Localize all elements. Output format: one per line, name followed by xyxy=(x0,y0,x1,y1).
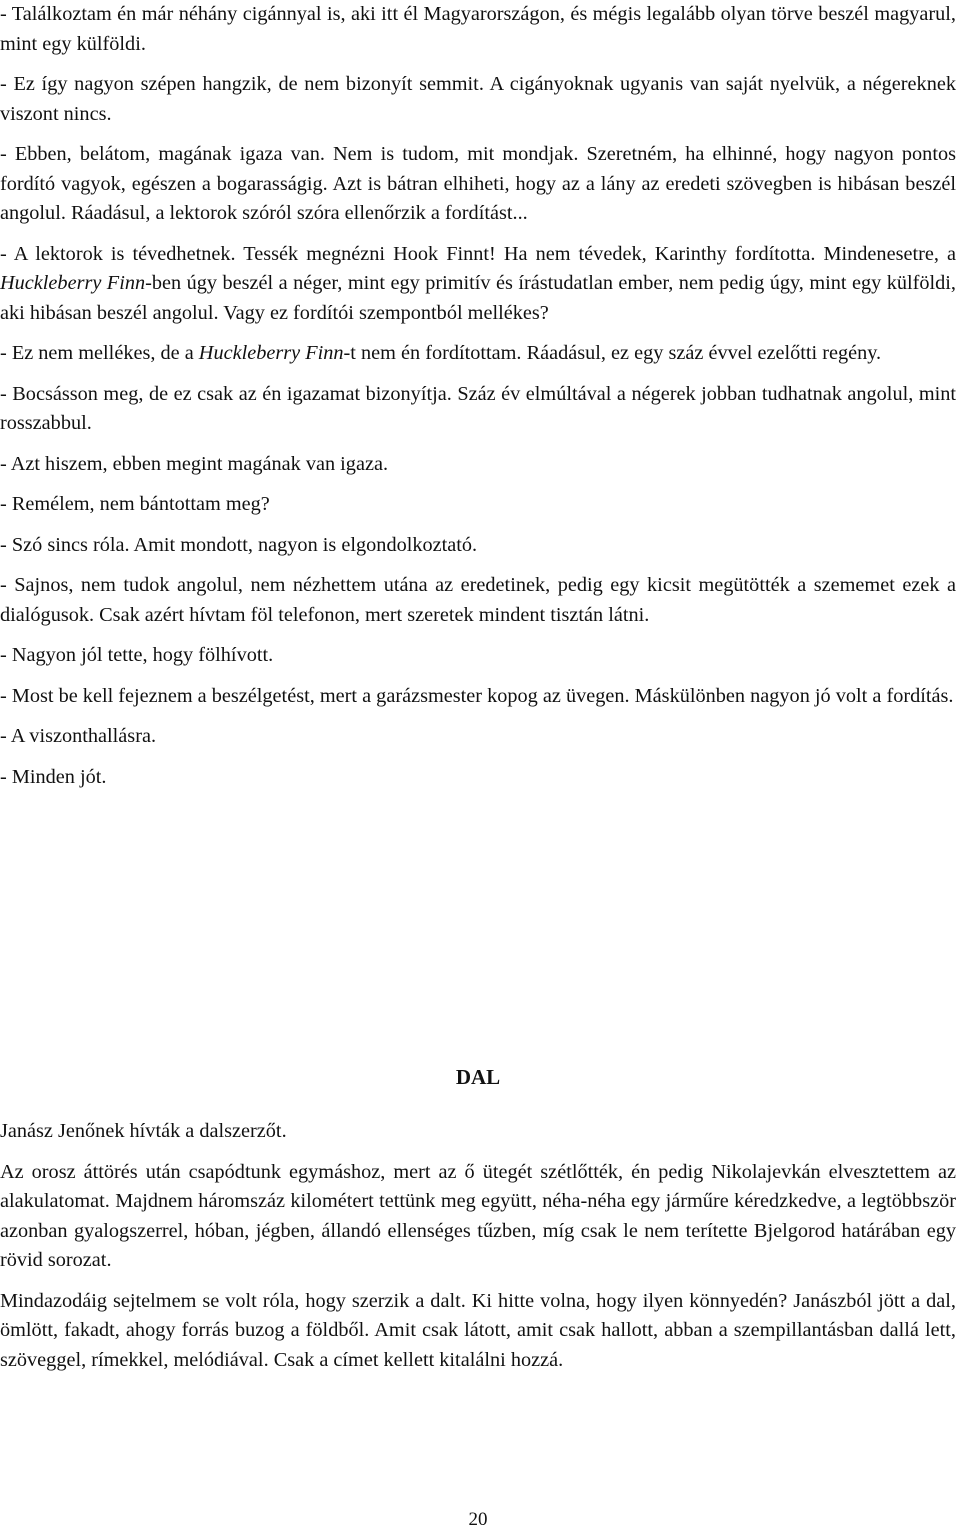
dialogue-paragraph: - Nagyon jól tette, hogy fölhívott. xyxy=(0,644,274,666)
text-run: -t nem én fordítottam. Ráadásul, ez egy száz évvel ezelőtti regény. xyxy=(343,342,882,364)
page-number: 20 xyxy=(468,1509,488,1530)
dialogue-paragraph: - Minden jót. xyxy=(0,765,107,788)
dialogue-paragraph: - Remélem, nem bántottam meg? xyxy=(0,493,270,515)
section-body xyxy=(0,1117,956,1386)
section-paragraph: Janász Jenőnek hívták a dalszerzőt. xyxy=(0,1120,287,1142)
dialogue-paragraph: - Találkoztam én már néhány cigánnyal is, aki itt él Magyarországon, és mégis legalább olyan törve beszél magyarul, mint egy külföldi. xyxy=(0,3,956,55)
section-title: DAL xyxy=(455,1065,501,1089)
section-paragraph: Mindazodáig sejtelmem se volt róla, hogy szerzik a dalt. Ki hitte volna, hogy ilyen könnyedén? Janászból jött a dal, ömlött, fakadt, ahogy forrás buzog a földből. Amit csak látott, amit csak hallott, abban a szempillantásban dallá lett, szöveggel, rímekkel, melódiával. Csak a címet kellett kitalálni hozzá. xyxy=(0,1289,956,1371)
section-paragraph: Az orosz áttörés után csapódtunk egymáshoz, mert az ő ütegét szétlőtték, én pedig Nikolajevkán elvesztettem az alakulatomat. Majdnem háromszáz kilométert tettünk meg együtt, néha-néha egy járműre kéredzkedve, a legtöbbször azonban gyalogszerrel, hóban, jégben, állandó ellenséges tűzben, míg csak le nem terítette Bjelgorod határában egy rövid sorozat. xyxy=(0,1160,956,1271)
text-run: - Ez nem mellékes, de a xyxy=(0,342,199,364)
dialogue-paragraph: - Bocsásson meg, de ez csak az én igazamat bizonyítja. Száz év elmúltával a négerek jobban tudhatnak angolul, mint rosszabbul. xyxy=(0,382,956,434)
dialogue-paragraph: - A viszonthallásra. xyxy=(0,725,157,747)
dialogue-paragraph: - Azt hiszem, ebben megint magának van igaza. xyxy=(0,452,389,475)
dialogue-paragraph: - Most be kell fejeznem a beszélgetést, mert a garázsmester kopog az üvegen. Máskülönben nagyon jó volt a fordítás. xyxy=(0,684,954,707)
dialogue-paragraph: - Ez így nagyon szépen hangzik, de nem bizonyít semmit. A cigányoknak ugyanis van saját nyelvük, a négereknek viszont nincs. xyxy=(0,73,956,125)
dialogue-paragraph: - Sajnos, nem tudok angolul, nem nézhettem utána az eredetinek, pedig egy kicsit megütötték a szememet ezek a dialógusok. Csak azért hívtam föl telefonon, mert szeretek mindent tisztán látni. xyxy=(0,574,956,626)
dialogue-paragraph xyxy=(0,240,956,329)
dialogue-paragraph: - Ebben, belátom, magának igaza van. Nem is tudom, mit mondjak. Szeretném, ha elhinné, hogy nagyon pontos fordító vagyok, egészen a bogarasságig. Azt is bátran elhiheti, hogy az a lány az eredeti szövegben is hibásan beszél angolul. Ráadásul, a lektorok szóról szóra ellenőrzik a fordítást... xyxy=(0,143,956,224)
book-title-italic: Huckleberry Finn xyxy=(0,272,146,294)
dialogue-paragraph xyxy=(0,339,956,369)
text-run: - A lektorok is tévedhetnek. Tessék megnézni Hook Finnt! Ha nem tévedek, Karinthy fordította. Mindenesetre, a xyxy=(0,242,956,265)
text-run: -ben úgy beszél a néger, mint egy primitív és írástudatlan ember, nem pedig úgy, mint egy külföldi, aki hibásan beszél angolul. Vagy ez fordítói szempontból mellékes? xyxy=(0,272,956,324)
dialogue-paragraph: - Szó sincs róla. Amit mondott, nagyon is elgondolkoztató. xyxy=(0,533,478,556)
book-title-italic: Huckleberry Finn xyxy=(198,342,344,364)
